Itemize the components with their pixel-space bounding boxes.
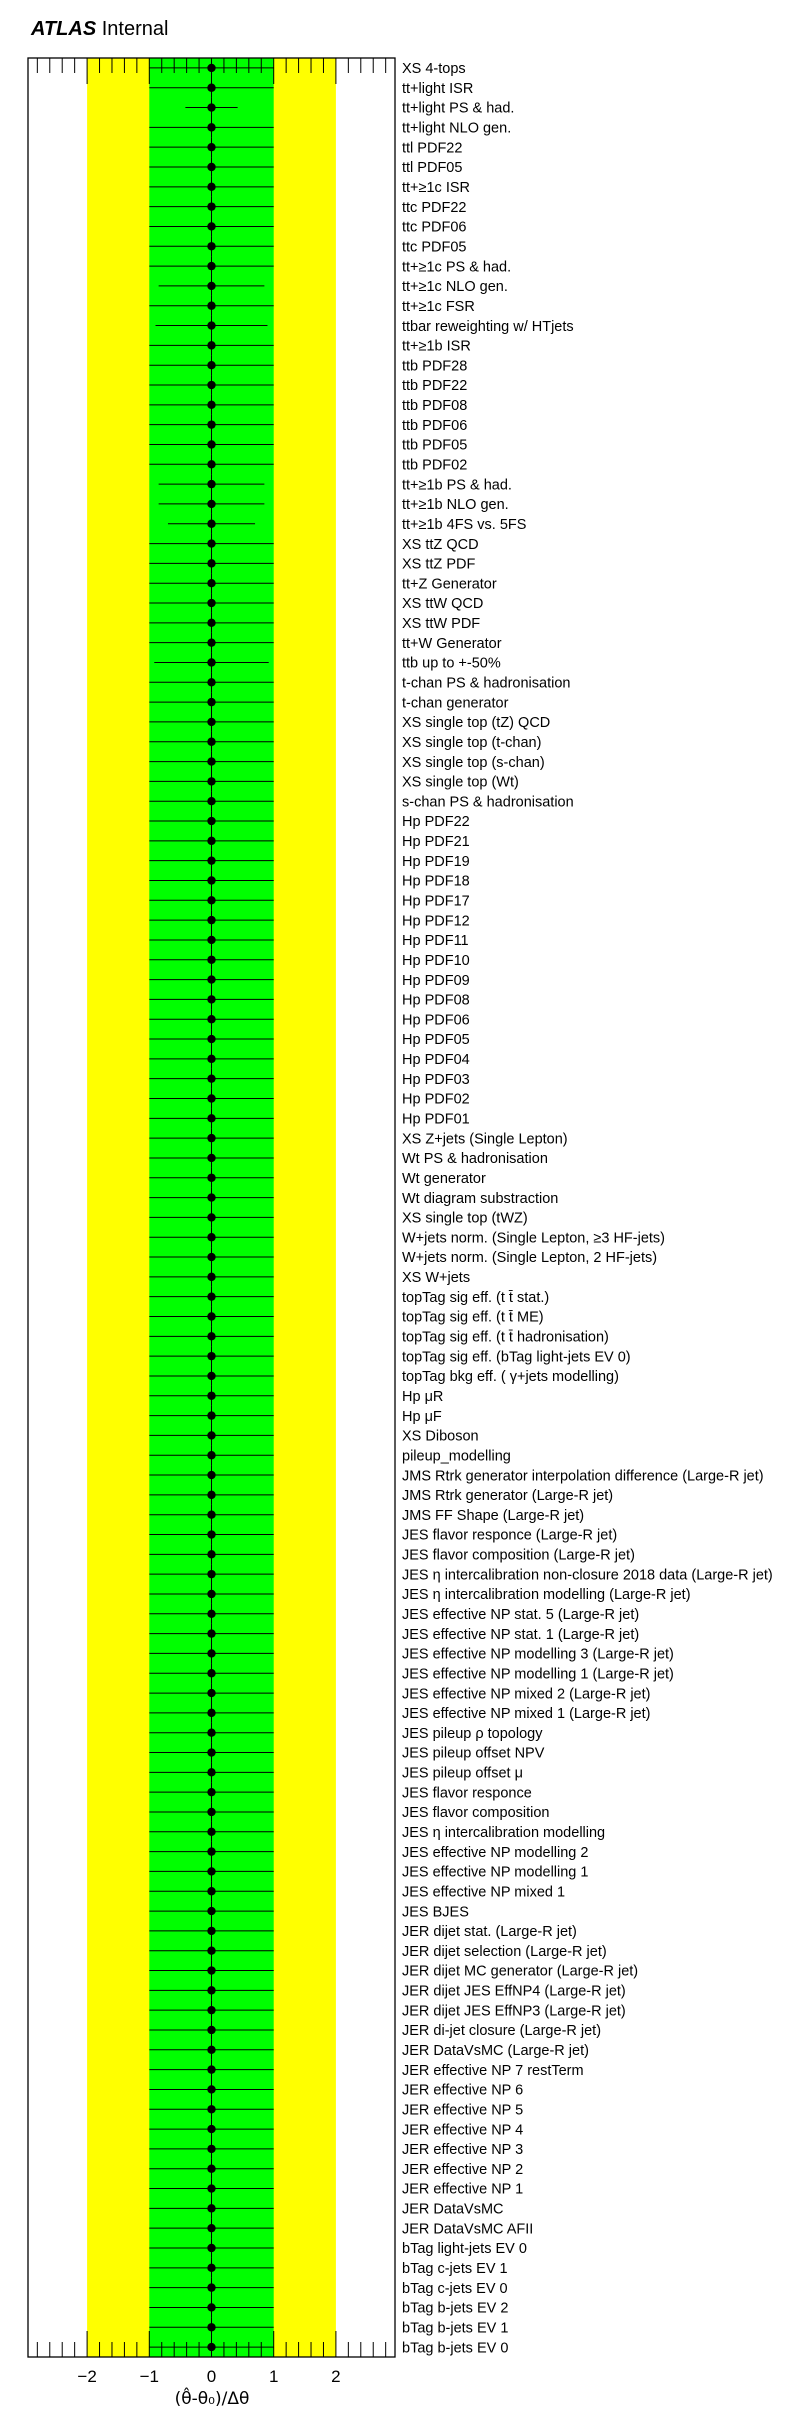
- pull-marker: [207, 2184, 215, 2192]
- parameter-label: XS W+jets: [402, 1270, 471, 1287]
- parameter-label: Hp PDF01: [402, 1111, 470, 1128]
- parameter-label: t-chan generator: [402, 695, 509, 712]
- pull-marker: [207, 1154, 215, 1162]
- parameter-label: XS single top (t-chan): [402, 734, 542, 751]
- pull-marker: [207, 1431, 215, 1439]
- pull-marker: [207, 638, 215, 646]
- parameter-label: topTag sig eff. (t t̄ ME): [402, 1309, 544, 1326]
- pull-marker: [207, 1828, 215, 1836]
- pull-marker: [207, 1411, 215, 1419]
- pull-marker: [207, 1292, 215, 1300]
- pull-marker: [207, 876, 215, 884]
- pull-marker: [207, 817, 215, 825]
- parameter-label: bTag c-jets EV 0: [402, 2280, 508, 2297]
- pull-marker: [207, 1253, 215, 1261]
- pull-marker: [207, 738, 215, 746]
- parameter-label: Hp PDF17: [402, 893, 470, 910]
- pull-marker: [207, 1887, 215, 1895]
- pull-marker: [207, 2145, 215, 2153]
- parameter-label: JER effective NP 1: [402, 2181, 524, 2198]
- pull-marker: [207, 202, 215, 210]
- parameter-label: tt+≥1c PS & had.: [402, 259, 512, 276]
- pull-marker: [207, 420, 215, 428]
- parameter-labels: [402, 61, 773, 2356]
- pull-marker: [207, 757, 215, 765]
- parameter-label: JER dijet JES EffNP4 (Large-R jet): [402, 1983, 626, 2000]
- parameter-label: JER effective NP 2: [402, 2161, 524, 2178]
- parameter-label: ttc PDF22: [402, 199, 467, 216]
- pull-marker: [207, 460, 215, 468]
- parameter-label: JER dijet MC generator (Large-R jet): [402, 1963, 639, 1980]
- parameter-label: bTag b-jets EV 1: [402, 2320, 509, 2337]
- parameter-label: JER di-jet closure (Large-R jet): [402, 2023, 602, 2040]
- parameter-label: W+jets norm. (Single Lepton, ≥3 HF-jets): [402, 1230, 666, 1247]
- parameter-label: Hp PDF10: [402, 952, 470, 969]
- pull-marker: [207, 2006, 215, 2014]
- pull-marker: [207, 2204, 215, 2212]
- parameter-label: JES BJES: [402, 1904, 469, 1921]
- x-tick-label: −2: [77, 2367, 97, 2386]
- parameter-label: XS single top (tWZ): [402, 1210, 528, 1227]
- parameter-label: tt+≥1c NLO gen.: [402, 279, 508, 296]
- parameter-label: JER effective NP 5: [402, 2102, 524, 2119]
- pull-marker: [207, 718, 215, 726]
- parameter-label: bTag b-jets EV 2: [402, 2300, 509, 2317]
- pull-marker: [207, 1312, 215, 1320]
- parameter-label: Hp PDF19: [402, 853, 470, 870]
- parameter-label: Hp μR: [402, 1388, 444, 1405]
- parameter-label: XS 4-tops: [402, 61, 466, 78]
- parameter-label: ttb PDF08: [402, 398, 468, 415]
- parameter-label: tt+light PS & had.: [402, 100, 515, 117]
- pull-marker: [207, 896, 215, 904]
- pull-marker: [207, 520, 215, 528]
- parameter-label: tt+≥1b 4FS vs. 5FS: [402, 516, 527, 533]
- pull-marker: [207, 837, 215, 845]
- pull-marker: [207, 401, 215, 409]
- pull-marker: [207, 1174, 215, 1182]
- pull-marker: [207, 1709, 215, 1717]
- pull-marker: [207, 2323, 215, 2331]
- pull-marker: [207, 956, 215, 964]
- parameter-label: Hp PDF22: [402, 814, 470, 831]
- pull-marker: [207, 183, 215, 191]
- parameter-label: Wt generator: [402, 1170, 486, 1187]
- parameter-label: XS ttW PDF: [402, 616, 481, 633]
- pull-marker: [207, 341, 215, 349]
- parameter-label: Hp PDF09: [402, 972, 470, 989]
- parameter-label: ttb PDF22: [402, 378, 468, 395]
- parameter-label: Hp PDF05: [402, 1032, 470, 1049]
- pull-marker: [207, 1768, 215, 1776]
- parameter-label: ttb PDF06: [402, 417, 468, 434]
- parameter-label: tt+≥1b ISR: [402, 338, 471, 355]
- parameter-label: ttl PDF22: [402, 140, 463, 157]
- pull-marker: [207, 975, 215, 983]
- pull-marker: [207, 1094, 215, 1102]
- x-tick-label: −1: [139, 2367, 159, 2386]
- pull-marker: [207, 262, 215, 270]
- pull-marker: [207, 163, 215, 171]
- parameter-label: JER DataVsMC AFII: [402, 2221, 534, 2238]
- parameter-label: JES η intercalibration modelling: [402, 1824, 606, 1841]
- pull-marker: [207, 2046, 215, 2054]
- pull-marker: [207, 1332, 215, 1340]
- pull-marker: [207, 995, 215, 1003]
- experiment-label: ATLAS: [31, 18, 97, 40]
- pull-marker: [207, 361, 215, 369]
- parameter-label: JES effective NP modelling 3 (Large-R jet): [402, 1646, 674, 1663]
- parameter-label: JES η intercalibration modelling (Large-R jet): [402, 1587, 691, 1604]
- pull-marker: [207, 84, 215, 92]
- parameter-label: JES effective NP stat. 5 (Large-R jet): [402, 1606, 640, 1623]
- pull-marker: [207, 2264, 215, 2272]
- pull-marker: [207, 222, 215, 230]
- pull-marker: [207, 242, 215, 250]
- parameter-label: bTag light-jets EV 0: [402, 2241, 527, 2258]
- parameter-label: JER effective NP 6: [402, 2082, 524, 2099]
- parameter-label: XS ttZ PDF: [402, 556, 476, 573]
- x-axis: [77, 2367, 340, 2409]
- parameter-label: JES pileup ρ topology: [402, 1725, 543, 1742]
- parameter-label: JES effective NP mixed 2 (Large-R jet): [402, 1686, 651, 1703]
- parameter-label: JES flavor composition: [402, 1805, 550, 1822]
- parameter-label: JES η intercalibration non-closure 2018 data (Large-R jet): [402, 1567, 773, 1584]
- parameter-label: bTag b-jets EV 0: [402, 2340, 509, 2357]
- parameter-label: JER dijet selection (Large-R jet): [402, 1943, 607, 1960]
- parameter-label: JES flavor responce (Large-R jet): [402, 1527, 618, 1544]
- pull-marker: [207, 1015, 215, 1023]
- pull-marker: [207, 500, 215, 508]
- parameter-label: Hp PDF18: [402, 873, 470, 890]
- x-tick-label: 0: [206, 2367, 217, 2386]
- parameter-label: s-chan PS & hadronisation: [402, 794, 574, 811]
- pull-marker: [207, 1947, 215, 1955]
- parameter-label: Hp PDF04: [402, 1052, 470, 1069]
- parameter-label: ttb up to +-50%: [402, 655, 501, 672]
- parameter-label: XS ttW QCD: [402, 596, 484, 613]
- parameter-label: ttbar reweighting w/ HTjets: [402, 318, 574, 335]
- parameter-label: JER effective NP 7 restTerm: [402, 2062, 584, 2079]
- pull-marker: [207, 1610, 215, 1618]
- parameter-label: pileup_modelling: [402, 1448, 511, 1465]
- parameter-label: topTag sig eff. (bTag light-jets EV 0): [402, 1349, 631, 1366]
- pull-marker: [207, 1748, 215, 1756]
- pull-marker: [207, 1074, 215, 1082]
- pull-marker: [207, 123, 215, 131]
- pull-marker: [207, 2065, 215, 2073]
- pull-marker: [207, 1966, 215, 1974]
- parameter-label: Hp PDF06: [402, 1012, 470, 1029]
- parameter-label: Hp PDF08: [402, 992, 470, 1009]
- parameter-label: JES effective NP mixed 1: [402, 1884, 566, 1901]
- parameter-label: JES effective NP stat. 1 (Large-R jet): [402, 1626, 640, 1643]
- parameter-label: Hp PDF12: [402, 913, 470, 930]
- parameter-label: ttb PDF05: [402, 437, 468, 454]
- pull-marker: [207, 1273, 215, 1281]
- pull-marker: [207, 658, 215, 666]
- pull-marker: [207, 1035, 215, 1043]
- pull-marker: [207, 143, 215, 151]
- parameter-label: Wt PS & hadronisation: [402, 1151, 548, 1168]
- parameter-label: ttc PDF06: [402, 219, 467, 236]
- pull-marker: [207, 1669, 215, 1677]
- parameter-label: JES flavor composition (Large-R jet): [402, 1547, 635, 1564]
- parameter-label: bTag c-jets EV 1: [402, 2261, 508, 2278]
- parameter-label: tt+≥1c FSR: [402, 298, 475, 315]
- pull-marker: [207, 2283, 215, 2291]
- parameter-label: ttc PDF05: [402, 239, 467, 256]
- parameter-label: XS Diboson: [402, 1428, 479, 1445]
- parameter-label: Hp PDF02: [402, 1091, 470, 1108]
- pull-marker: [207, 539, 215, 547]
- parameter-label: ttb PDF02: [402, 457, 468, 474]
- parameter-label: JES effective NP modelling 1: [402, 1864, 589, 1881]
- pull-marker: [207, 1847, 215, 1855]
- parameter-label: tt+≥1c ISR: [402, 180, 470, 197]
- pull-marker: [207, 1867, 215, 1875]
- pull-marker: [207, 936, 215, 944]
- pull-marker: [207, 1213, 215, 1221]
- pull-marker: [207, 1907, 215, 1915]
- parameter-label: JER effective NP 3: [402, 2142, 524, 2159]
- pull-marker: [207, 1590, 215, 1598]
- parameter-label: JER effective NP 4: [402, 2122, 524, 2139]
- parameter-label: t-chan PS & hadronisation: [402, 675, 571, 692]
- pull-marker: [207, 321, 215, 329]
- pull-marker: [207, 1927, 215, 1935]
- pull-marker: [207, 2303, 215, 2311]
- parameter-label: W+jets norm. (Single Lepton, 2 HF-jets): [402, 1250, 658, 1267]
- parameter-label: XS Z+jets (Single Lepton): [402, 1131, 568, 1148]
- pull-marker: [207, 1392, 215, 1400]
- pull-marker: [207, 1055, 215, 1063]
- pull-marker: [207, 1788, 215, 1796]
- pull-marker: [207, 797, 215, 805]
- pull-marker: [207, 698, 215, 706]
- pull-marker: [207, 381, 215, 389]
- pull-marker: [207, 1510, 215, 1518]
- pull-marker: [207, 103, 215, 111]
- parameter-label: XS single top (tZ) QCD: [402, 715, 551, 732]
- parameter-label: tt+≥1b NLO gen.: [402, 497, 509, 514]
- pull-marker: [207, 1629, 215, 1637]
- parameter-label: ttl PDF05: [402, 160, 463, 177]
- pull-marker: [207, 1471, 215, 1479]
- pull-marker: [207, 599, 215, 607]
- pull-marker: [207, 1372, 215, 1380]
- parameter-label: JER DataVsMC: [402, 2201, 504, 2218]
- parameter-label: tt+light NLO gen.: [402, 120, 512, 137]
- parameter-label: Hp PDF03: [402, 1071, 470, 1088]
- pull-marker: [207, 1649, 215, 1657]
- pull-marker: [207, 2165, 215, 2173]
- pull-marker: [207, 777, 215, 785]
- pull-marker: [207, 2224, 215, 2232]
- parameter-label: JES effective NP modelling 1 (Large-R jet): [402, 1666, 674, 1683]
- parameter-label: topTag bkg eff. ( γ+jets modelling): [402, 1369, 619, 1386]
- parameter-label: topTag sig eff. (t t̄ stat.): [402, 1289, 550, 1306]
- parameter-label: Hp μF: [402, 1408, 442, 1425]
- pull-marker: [207, 1491, 215, 1499]
- status-label: Internal: [101, 18, 169, 40]
- pull-marker: [207, 2105, 215, 2113]
- pull-marker: [207, 1808, 215, 1816]
- pull-marker: [207, 2244, 215, 2252]
- pull-marker: [207, 1451, 215, 1459]
- pull-marker: [207, 559, 215, 567]
- parameter-label: Wt diagram substraction: [402, 1190, 559, 1207]
- parameter-label: JES effective NP mixed 1 (Large-R jet): [402, 1706, 651, 1723]
- parameter-label: JES effective NP modelling 2: [402, 1844, 589, 1861]
- parameter-label: ttb PDF28: [402, 358, 468, 375]
- parameter-label: JER DataVsMC (Large-R jet): [402, 2043, 589, 2060]
- parameter-label: tt+≥1b PS & had.: [402, 477, 512, 494]
- pull-marker: [207, 1729, 215, 1737]
- parameter-label: Hp PDF21: [402, 834, 470, 851]
- parameter-label: JMS Rtrk generator (Large-R jet): [402, 1488, 614, 1505]
- pull-marker: [207, 1352, 215, 1360]
- x-tick-label: 2: [331, 2367, 341, 2386]
- parameter-label: JES pileup offset μ: [402, 1765, 523, 1782]
- parameter-label: tt+light ISR: [402, 80, 474, 97]
- pull-marker: [207, 1530, 215, 1538]
- pull-marker: [207, 2026, 215, 2034]
- pull-marker: [207, 856, 215, 864]
- parameter-label: tt+W Generator: [402, 635, 502, 652]
- pull-marker: [207, 579, 215, 587]
- parameter-label: JER dijet JES EffNP3 (Large-R jet): [402, 2003, 626, 2020]
- pull-marker: [207, 1233, 215, 1241]
- pull-marker: [207, 1550, 215, 1558]
- x-tick-label: 1: [268, 2367, 279, 2386]
- parameter-label: JMS FF Shape (Large-R jet): [402, 1507, 585, 1524]
- pull-marker: [207, 619, 215, 627]
- pull-marker: [207, 282, 215, 290]
- parameter-label: JMS Rtrk generator interpolation difference (Large-R jet): [402, 1468, 764, 1485]
- pull-marker: [207, 1193, 215, 1201]
- pull-marker: [207, 1114, 215, 1122]
- pull-marker: [207, 1134, 215, 1142]
- pull-marker: [207, 302, 215, 310]
- pull-marker: [207, 1689, 215, 1697]
- pull-marker: [207, 678, 215, 686]
- pull-marker: [207, 1570, 215, 1578]
- parameter-label: XS single top (s-chan): [402, 754, 545, 771]
- pull-marker: [207, 916, 215, 924]
- pull-marker: [207, 440, 215, 448]
- parameter-label: topTag sig eff. (t t̄ hadronisation): [402, 1329, 609, 1346]
- pull-marker: [207, 1986, 215, 1994]
- parameter-label: XS single top (Wt): [402, 774, 519, 791]
- parameter-label: tt+Z Generator: [402, 576, 497, 593]
- parameter-label: JER dijet stat. (Large-R jet): [402, 1924, 577, 1941]
- parameter-label: JES pileup offset NPV: [402, 1745, 545, 1762]
- pull-marker: [207, 2125, 215, 2133]
- parameter-label: JES flavor responce: [402, 1785, 532, 1802]
- parameter-label: Hp PDF11: [402, 933, 469, 950]
- pull-marker: [207, 480, 215, 488]
- parameter-label: XS ttZ QCD: [402, 536, 479, 553]
- pull-marker: [207, 2085, 215, 2093]
- x-axis-title: (θ̂-θ₀)/Δθ: [174, 2389, 250, 2409]
